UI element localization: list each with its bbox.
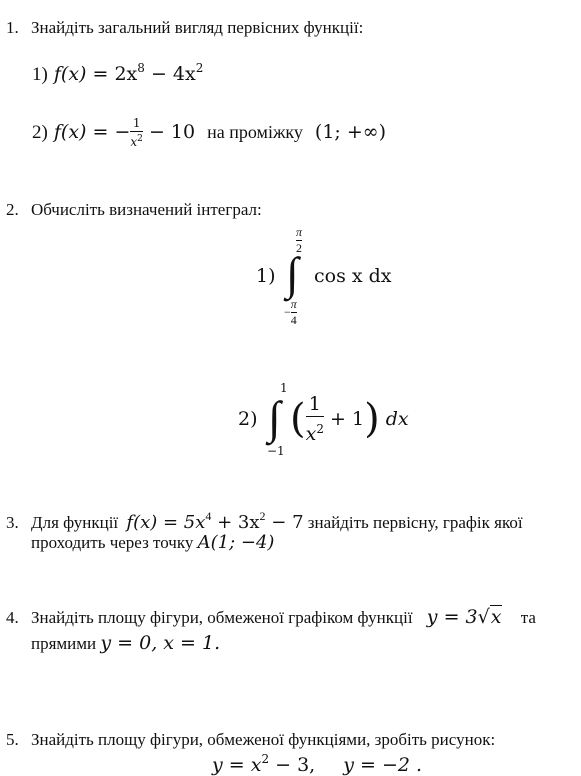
problem-4-text-2: та bbox=[520, 608, 536, 627]
problem-2-text: Обчисліть визначений інтеграл: bbox=[31, 200, 262, 219]
problem-2a-integral-sign: ∫ bbox=[286, 248, 299, 299]
problem-4-line2-text: прямими bbox=[31, 634, 97, 653]
problem-4-func-lhs: y = 3 bbox=[426, 606, 478, 628]
problem-1-heading bbox=[6, 18, 363, 38]
problem-2b-frac-den: x bbox=[305, 423, 317, 445]
problem-3-exp-2: 2 bbox=[259, 509, 266, 523]
problem-2b-label: 2) bbox=[238, 408, 258, 430]
problem-4-text-1: Знайдіть площу фігури, обмеженої графіком функції bbox=[31, 608, 413, 627]
problem-5-f2: y = −2 . bbox=[343, 754, 423, 776]
problem-3-mid: + 3x bbox=[211, 512, 260, 533]
problem-5-heading bbox=[6, 730, 495, 750]
problem-5-f1: y = x bbox=[212, 754, 262, 776]
problem-1a-exp-2: 2 bbox=[195, 61, 204, 75]
problem-1a-label: 1) bbox=[32, 64, 48, 85]
problem-2b-integral-sign: ∫ bbox=[268, 392, 281, 443]
problem-2a-upper-den: 2 bbox=[296, 241, 302, 255]
problem-1b-frac-num: 1 bbox=[132, 116, 141, 130]
problem-1-text: Знайдіть загальний вигляд первісних функції: bbox=[31, 18, 364, 37]
problem-5-text: Знайдіть площу фігури, обмеженої функціями, зробіть рисунок: bbox=[31, 730, 496, 749]
problem-1b-frac-den-exp: 2 bbox=[137, 134, 143, 144]
problem-2a-upper-num: π bbox=[296, 225, 303, 239]
problem-1b-interval: (1; +∞) bbox=[314, 121, 387, 143]
problem-2a-lower-den: 4 bbox=[290, 313, 297, 327]
problem-2b-fraction bbox=[306, 393, 324, 445]
problem-2b-body bbox=[290, 393, 409, 445]
problem-1b-lhs: f(x) bbox=[53, 121, 87, 143]
problem-2b-right-paren: ) bbox=[364, 396, 380, 442]
problem-2b-dx: dx bbox=[385, 408, 409, 430]
problem-1a-lhs: f(x) bbox=[53, 63, 87, 85]
problem-2b-upper-limit: 1 bbox=[280, 381, 288, 395]
problem-1b-tail: − 10 bbox=[148, 121, 196, 143]
problem-3-text-2: знайдіть первісну, графік якої bbox=[307, 513, 523, 532]
problem-3-tail: − 7 bbox=[265, 512, 304, 533]
problem-1a-rhs-1: = 2x bbox=[92, 63, 138, 85]
problem-1b-formula bbox=[32, 117, 386, 149]
problem-4-number: 4. bbox=[6, 608, 19, 627]
problem-2a-lower-sign: − bbox=[284, 305, 291, 319]
problem-1b-frac-den: x bbox=[130, 135, 138, 149]
problem-2-number: 2. bbox=[6, 200, 19, 219]
problem-3-number: 3. bbox=[6, 513, 19, 532]
problem-3-exp-1: 4 bbox=[205, 509, 212, 523]
problem-4-line2-math: y = 0, x = 1. bbox=[100, 632, 221, 654]
problem-5-f1-exp: 2 bbox=[261, 752, 270, 766]
problem-3-text-1: Для функції bbox=[31, 513, 119, 532]
problem-3-line-2 bbox=[31, 532, 274, 553]
problem-2b-plus: + 1 bbox=[330, 408, 365, 430]
problem-2b-left-paren: ( bbox=[290, 396, 306, 442]
problem-2a-lower-limit bbox=[284, 298, 297, 327]
problem-2-heading bbox=[6, 200, 262, 220]
problem-4-line-2 bbox=[31, 632, 220, 654]
problem-1a-exp-1: 8 bbox=[137, 61, 145, 75]
problem-1a-formula bbox=[32, 61, 203, 86]
problem-5-functions bbox=[212, 752, 422, 776]
problem-4-line-1 bbox=[6, 606, 536, 628]
problem-1-number: 1. bbox=[6, 18, 19, 37]
problem-5-f1-tail: − 3, bbox=[269, 754, 316, 776]
problem-2b-lower-limit: −1 bbox=[267, 444, 285, 458]
problem-2b-frac-den-exp: 2 bbox=[316, 422, 324, 436]
problem-1b-eq: = − bbox=[92, 121, 131, 143]
problem-3-line-1 bbox=[6, 509, 523, 533]
problem-2a-body: cos x dx bbox=[314, 265, 392, 287]
problem-2a-lower-num: π bbox=[290, 297, 297, 311]
problem-1b-label: 2) bbox=[32, 122, 48, 143]
problem-3-line2-text: проходить через точку bbox=[31, 533, 194, 552]
problem-3-point: A(1; −4) bbox=[197, 532, 275, 553]
problem-1b-fraction bbox=[130, 117, 143, 149]
problem-4-sqrt-sign: √ bbox=[477, 606, 490, 628]
problem-2a-label: 1) bbox=[256, 265, 276, 287]
problem-1a-rhs-2: − 4x bbox=[144, 63, 196, 85]
problem-2b-frac-num: 1 bbox=[308, 393, 321, 415]
problem-5-number: 5. bbox=[6, 730, 19, 749]
problem-3-func: f(x) = 5x bbox=[126, 512, 206, 533]
problem-4-func-radicand: x bbox=[490, 606, 502, 628]
problem-1b-text: на проміжку bbox=[207, 122, 303, 142]
